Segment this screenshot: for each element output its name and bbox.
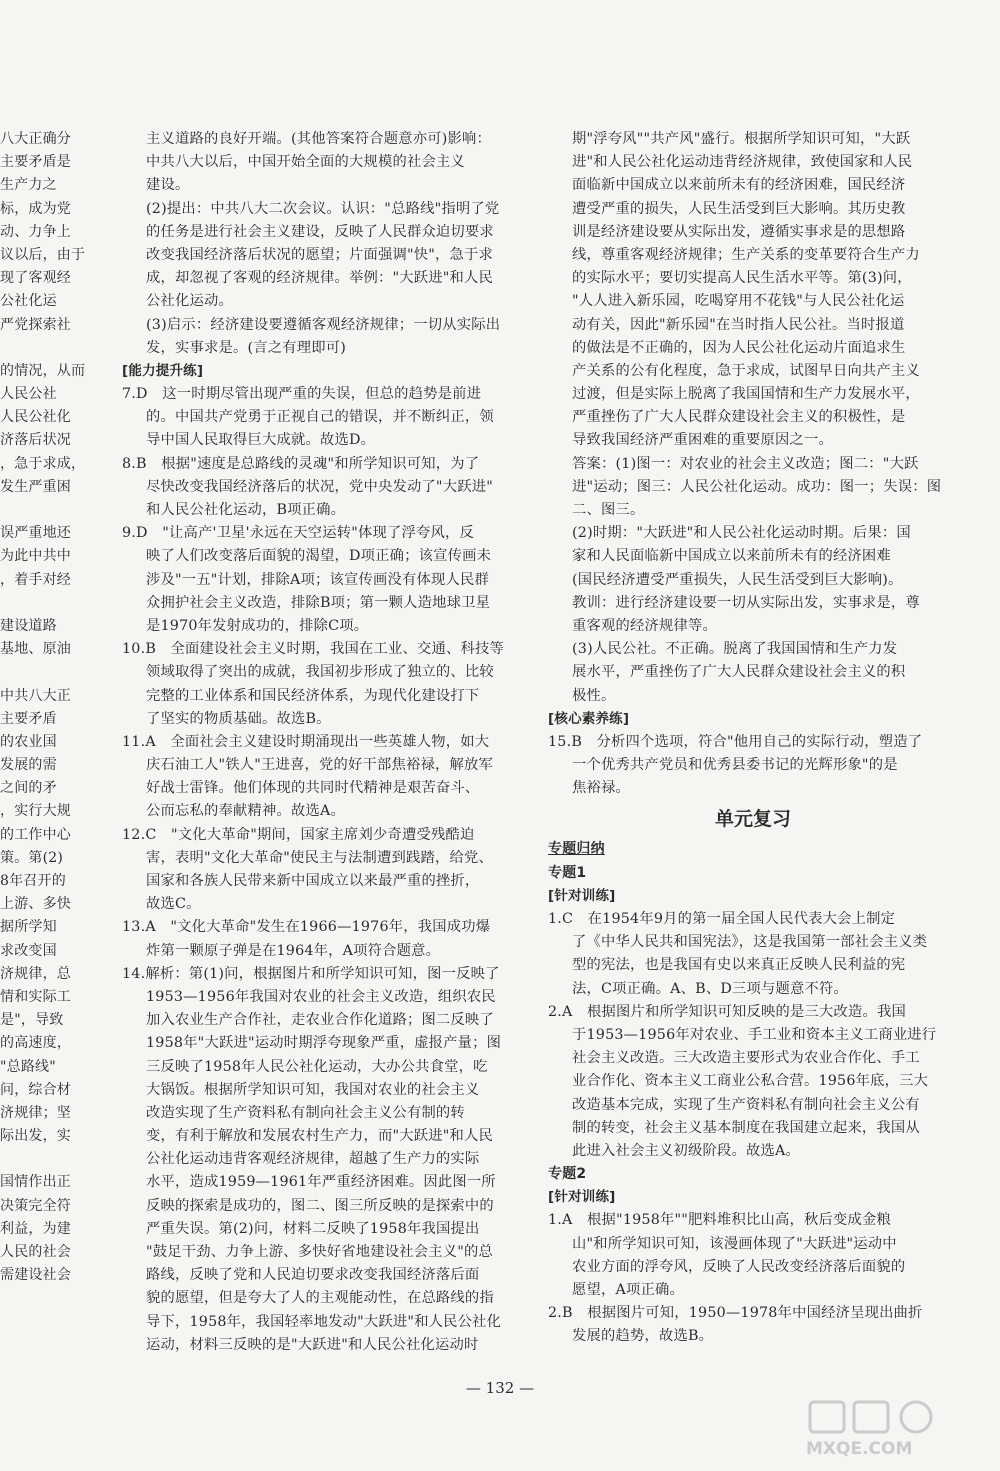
middle_column-line: 映了人们改变落后面貌的渴望，D项正确；该宣传画未 — [146, 548, 492, 565]
middle_column-line: 公而忘私的奉献精神。故选A。 — [146, 803, 345, 820]
middle_column-line: 貌的愿望，但是夸大了人的主观能动性，在总路线的指 — [146, 1290, 494, 1307]
right_column_top-line: 焦裕禄。 — [572, 780, 630, 797]
right_column_top-line: 面临新中国成立以来前所未有的经济困难，国民经济 — [572, 177, 906, 194]
middle_column-line: 国家和各族人民带来新中国成立以来最严重的挫折， — [146, 873, 480, 889]
middle_column-line: 尽快改变我国经济落后的状况，党中央发动了"大跃进" — [146, 478, 493, 495]
middle-column — [122, 128, 530, 1357]
middle_column-line: 和人民公社化运动，B项正确。 — [146, 502, 346, 518]
left_column_lines-line — [0, 337, 118, 360]
middle_column-line: 害，表明"文化大革命"使民主与法制遭到践踏，给党、 — [146, 849, 493, 866]
middle_column-line: 反映的探索是成功的，图二、图三所反映的是探索中的 — [146, 1197, 494, 1214]
right_column_bottom-line: 农业方面的浮夸风，反映了人民改变经济落后面貌的 — [572, 1258, 906, 1275]
middle_column-line: 炸第一颗原子弹是在1964年，A项符合题意。 — [146, 942, 441, 959]
left_column_lines-line: 生产力之 — [0, 177, 57, 194]
right_column_top-line: 动有关，因此"新乐园"在当时指人民公社。当时报道 — [572, 316, 905, 333]
middle_column-line: 11.A 全面社会主义建设时期涌现出一些英雄人物，如大 — [122, 733, 490, 750]
middle_column-line: 14.解析：第(1)问，根据图片和所学知识可知，图一反映了 — [122, 965, 500, 982]
right_column_top-line: 教训：进行经济建设要一切从实际出发，实事求是，尊 — [572, 594, 920, 611]
right-column-answers — [548, 128, 958, 800]
left_column_lines-line: 公社化运 — [0, 293, 57, 310]
watermark-logo — [798, 1398, 978, 1460]
middle_column-line: 涉及"一五"计划，排除A项；该宣传画没有体现人民群 — [146, 571, 490, 588]
left_column_lines-line: 中共八大正 — [0, 687, 71, 704]
middle_column-line: 主义道路的良好开端。(其他答案符合题意亦可)影响： — [146, 131, 491, 147]
right_column_top-line: 15.B 分析四个选项，符合"他用自己的实际行动，塑造了 — [548, 733, 923, 750]
left_column_lines-line: 发生严重困 — [0, 478, 71, 495]
right_column_top-line: 答案：(1)图一：对农业的社会主义改造；图二："大跃 — [572, 455, 919, 472]
middle_column-line: 加入农业生产合作社，走农业合作化道路；图二反映了 — [146, 1012, 494, 1029]
page-number: — 132 — — [465, 1379, 535, 1397]
right_column_bottom-line: [针对训练] — [548, 1189, 616, 1206]
right_column_bottom-line: 山"和所学知识可知，该漫画体现了"大跃进"运动中 — [572, 1235, 897, 1252]
middle_column-line: 改变我国经济落后状况的愿望；片面强调"快"，急于求 — [146, 246, 493, 263]
left_column_lines-line: 济规律；坚 — [0, 1104, 71, 1121]
right_column_bottom-line: 愿望，A项正确。 — [572, 1282, 685, 1298]
right_column_top-line: 的实际水平；要切实提高人民生活水平等。第(3)问， — [572, 270, 912, 287]
left_column_lines-line: 动、力争上 — [0, 223, 71, 240]
middle_column-line: 成，却忽视了客观的经济规律。举例："大跃进"和人民 — [146, 270, 493, 287]
middle_column-line: 发，实事求是。(言之有理即可) — [146, 339, 347, 356]
middle_column-line: 13.A "文化大革命"发生在1966—1976年，我国成功爆 — [122, 919, 491, 936]
middle_column-line: 9.D "让高产'卫星'永远在天空运转"体现了浮夸风，反 — [122, 525, 474, 542]
left_column_lines-line: 决策完全符 — [0, 1197, 71, 1214]
left_column_lines-line: "总路线" — [0, 1058, 56, 1075]
left_column_lines-line: 人民的社会 — [0, 1244, 71, 1260]
left_column_lines-line: 误严重地还 — [0, 525, 71, 542]
right_column_top-line: 产关系的公有化程度，急于求成，试图早日向共产主义 — [572, 362, 920, 379]
right_column_top-line: "人人进入新乐园，吃喝穿用不花钱"与人民公社化运 — [572, 293, 905, 310]
left_column_lines-line — [0, 661, 118, 684]
left_column_lines-line: 8年召开的 — [0, 873, 66, 889]
right_column_top-line: [核心素养练] — [548, 710, 630, 727]
left_column_lines-line: 济规律，总 — [0, 965, 71, 982]
middle_column-line: 12.C "文化大革命"期间，国家主席刘少奇遭受残酷迫 — [122, 826, 475, 843]
left_column_lines-line: 济落后状况 — [0, 432, 71, 449]
left_column_lines-line: 主要矛盾 — [0, 710, 57, 727]
left_column_lines-line: 发展的需 — [0, 757, 57, 774]
left_column_lines-line: 严党探索社 — [0, 316, 71, 333]
middle_column-line: 的任务是进行社会主义建设，反映了人民群众迫切要求 — [146, 223, 494, 240]
right_column_top-line: 一个优秀共产党员和优秀县委书记的光辉形象"的是 — [572, 757, 898, 774]
left_column_lines-line — [0, 1148, 118, 1171]
left_column_lines-line: 求改变国 — [0, 942, 57, 959]
left_column_lines-line: ，急于求成， — [0, 455, 86, 472]
left_column_lines-line: 人民公社 — [0, 386, 57, 403]
middle_column-line: 了坚实的物质基础。故选B。 — [146, 710, 331, 727]
left_column_lines-line: 问，综合材 — [0, 1081, 71, 1098]
right_column_top-line: (2)时期："大跃进"和人民公社化运动时期。后果：国 — [572, 525, 911, 542]
watermark-text: MXQE.COM — [806, 1439, 913, 1459]
left_column_lines-line: ，着手对经 — [0, 571, 71, 588]
right_column_top-line: 进"和人民公社化运动违背经济规律，致使国家和人民 — [572, 154, 913, 171]
left_column_lines-line: 人民公社化 — [0, 409, 71, 426]
right_column_top-line: 导致我国经济严重困难的重要原因之一。 — [572, 432, 833, 449]
middle_column-line: 完整的工业体系和国民经济体系，为现代化建设打下 — [146, 687, 480, 704]
right_column_top-line: 进"运动；图三：人民公社化运动。成功：图一；失误：图 — [572, 478, 942, 495]
middle_column-line: 三反映了1958年人民公社化运动，大办公共食堂，吃 — [146, 1058, 488, 1075]
right_column_top-line: 的做法是不正确的，因为人民公社化运动片面追求生 — [572, 339, 906, 356]
middle_column-line: 改造实现了生产资料私有制向社会主义公有制的转 — [146, 1104, 465, 1121]
left_column_lines-line: 是"，导致 — [0, 1012, 64, 1029]
left_column_lines-line: 上游、多快 — [0, 896, 71, 913]
right_column_top-line: 过渡，但是实际上脱离了我国国情和生产力发展水平， — [572, 386, 920, 403]
right_column_top-line: 训是经济建设要从实际出发，遵循实事求是的思想路 — [572, 223, 906, 240]
left_column_lines-line — [0, 499, 118, 522]
middle_column-line: (2)提出：中共八大二次会议。认识："总路线"指明了党 — [146, 200, 500, 217]
middle_column-line: 10.B 全面建设社会主义时期，我国在工业、交通、科技等 — [122, 641, 504, 658]
middle_column-line: 大锅饭。根据所学知识可知，我国对农业的社会主义 — [146, 1081, 480, 1098]
right_column_bottom-line: 社会主义改造。三大改造主要形式为农业合作化、手工 — [572, 1050, 920, 1067]
left_column_lines-line: 的高速度， — [0, 1035, 71, 1052]
right_column_bottom-line: 了《中华人民共和国宪法》，这是我国第一部社会主义类 — [572, 934, 928, 951]
middle_column-line: 运动，材料三反映的是"大跃进"和人民公社化运动时 — [146, 1336, 479, 1353]
unit-review-title: 单元复习 — [714, 808, 791, 831]
middle_column-line: 建设。 — [146, 177, 190, 194]
right_column_top-line: 严重挫伤了广大人民群众建设社会主义的积极性，是 — [572, 409, 906, 426]
middle_column-line: 公社化运动。 — [146, 293, 233, 310]
middle_column-line: 是1970年发射成功的，排除C项。 — [146, 617, 369, 634]
right_column_bottom-line: 专题2 — [548, 1166, 587, 1183]
left_column_lines-line: 国情作出正 — [0, 1174, 71, 1191]
middle_column-line: (3)启示：经济建设要遵循客观经济规律；一切从实际出 — [146, 316, 501, 333]
left_column_lines-line: 建设道路 — [0, 617, 57, 634]
middle_column-line: 的。中国共产党勇于正视自己的错误，并不断纠正，领 — [146, 409, 494, 426]
middle_column-line: [能力提升练] — [122, 362, 204, 379]
middle_column-line: 1958年"大跃进"运动时期浮夸现象严重，虚报产量；图 — [146, 1035, 502, 1052]
right_column_top-line: 遭受严重的损失，人民生活受到巨大影响。其历史教 — [572, 200, 906, 217]
right_column_bottom-line: 2.B 根据图片可知，1950—1978年中国经济呈现出曲折 — [548, 1305, 923, 1322]
left_column_lines-line: 的情况，从而 — [0, 362, 86, 379]
left_column_lines-line: 际出发，实 — [0, 1128, 71, 1145]
left_column_lines-line: ，实行大规 — [0, 803, 71, 820]
right_column_top-line: 极性。 — [572, 687, 616, 704]
left-column-fragment — [0, 128, 118, 1378]
right_column_bottom-line: 1.A 根据"1958年""肥料堆积比山高，秋后变成金粮 — [548, 1212, 892, 1229]
left_column_lines-line: 基地、原油 — [0, 641, 71, 658]
left_column_lines-line: 主要矛盾是 — [0, 154, 71, 171]
middle_column-line: 路线，反映了党和人民迫切要求改变我国经济落后面 — [146, 1267, 480, 1284]
right_column_bottom-line: 型的宪法，也是我国有史以来真正反映人民利益的宪 — [572, 957, 906, 974]
left_column_lines-line: 利益，为建 — [0, 1220, 71, 1237]
left_column_lines-line: 标，成为党 — [0, 200, 71, 217]
right_column_bottom-line: 业合作化、资本主义工商业公私合营。1956年底，三大 — [572, 1073, 929, 1090]
right_column_bottom-line: 制的转变，社会主义基本制度在我国建立起来，我国从 — [572, 1119, 920, 1136]
left_column_lines-line: 议以后，由于 — [0, 246, 86, 263]
right-column — [548, 128, 958, 1349]
right_column_top-line: (3)人民公社。不正确。脱离了我国国情和生产力发 — [572, 641, 898, 658]
middle_column-line: 故选C。 — [146, 896, 201, 913]
right_column_bottom-line: 2.A 根据图片和所学知识可知反映的是三大改造。我国 — [548, 1003, 906, 1020]
right_column_top-line: 展水平，严重挫伤了广大人民群众建设社会主义的积 — [572, 664, 906, 681]
middle_column-line: 导下，1958年，我国轻率地发动"大跃进"和人民公社化 — [146, 1313, 502, 1330]
left_column_lines-line: 的工作中心 — [0, 826, 71, 843]
middle_column-line: 庆石油工人"铁人"王进喜，党的好干部焦裕禄，解放军 — [146, 757, 493, 774]
left_column_lines-line: 为此中共中 — [0, 548, 71, 565]
middle_column-line: 水平，造成1959—1961年严重经济困难。因此图一所 — [146, 1174, 496, 1191]
middle_column-line: 8.B 根据"速度是总路线的灵魂"和所学知识可知，为了 — [122, 455, 480, 472]
right_column_top-line: (国民经济遭受严重损失，人民生活受到巨大影响)。 — [572, 571, 903, 588]
middle_column-line: 导中国人民取得巨大成就。故选D。 — [146, 432, 376, 449]
middle_column-line: 1953—1956年我国对农业的社会主义改造，组织农民 — [146, 988, 496, 1005]
middle_column-line: 7.D 这一时期尽管出现严重的失误，但总的趋势是前进 — [122, 386, 482, 403]
right_column_bottom-line: 此进入社会主义初级阶段。故选A。 — [572, 1142, 800, 1159]
left_column_lines-line: 的农业国 — [0, 733, 57, 750]
middle_column-line: "鼓足干劲、力争上游、多快好省地建设社会主义"的总 — [146, 1244, 493, 1260]
right_column_top-line: 线，尊重客观经济规律；生产关系的变革要符合生产力 — [572, 246, 920, 263]
right_column_top-line: 期"浮夸风""共产风"盛行。根据所学知识可知，"大跃 — [572, 131, 911, 147]
right_column_top-line: 二、图三。 — [572, 502, 645, 518]
unit-review-section — [548, 838, 958, 1348]
left_column_lines-line: 需建设社会 — [0, 1267, 71, 1284]
right_column_bottom-line: 改造基本完成，实现了生产资料私有制向社会主义公有 — [572, 1096, 920, 1113]
right_column_bottom-line: [针对训练] — [548, 887, 616, 904]
left_column_lines-line: 情和实际工 — [0, 988, 71, 1005]
middle_column-line: 领域取得了突出的成就，我国初步形成了独立的、比较 — [146, 664, 494, 681]
left_column_lines-line: 之间的矛 — [0, 780, 57, 797]
right_column_bottom-line: 法，C项正确。A、B、D三项与题意不符。 — [572, 980, 848, 997]
right_column_bottom-line: 专题1 — [548, 864, 587, 881]
right_column_bottom-line: 于1953—1956年对农业、手工业和资本主义工商业进行 — [572, 1026, 937, 1043]
left_column_lines-line — [0, 592, 118, 615]
right_column_bottom-line: 专题归纳 — [548, 841, 605, 858]
left_column_lines-line: 策。第(2) — [0, 849, 64, 866]
right_column_bottom-line: 发展的趋势，故选B。 — [572, 1328, 714, 1345]
left_column_lines-line: 八大正确分 — [0, 131, 71, 147]
middle_column-line: 公社化运动违背客观经济规律，超越了生产力的实际 — [146, 1151, 480, 1168]
middle_column-line: 严重失误。第(2)问，材料二反映了1958年我国提出 — [146, 1220, 480, 1237]
left_column_lines-line: 现了客观经 — [0, 270, 71, 287]
right_column_bottom-line: 1.C 在1954年9月的第一届全国人民代表大会上制定 — [548, 911, 896, 927]
middle_column-line: 众拥护社会主义改造，排除B项；第一颗人造地球卫星 — [146, 594, 491, 611]
right_column_top-line: 家和人民面临新中国成立以来前所未有的经济困难 — [572, 548, 891, 565]
middle_column-line: 变，有利于解放和发展农村生产力，而"大跃进"和人民 — [146, 1128, 493, 1145]
middle_column-line: 中共八大以后，中国开始全面的大规模的社会主义 — [146, 154, 465, 171]
middle_column-line: 好战士雷锋。他们体现的共同时代精神是艰苦奋斗、 — [146, 780, 480, 797]
left_column_lines-line: 据所学知 — [0, 919, 57, 936]
right_column_top-line: 重客观的经济规律等。 — [572, 617, 717, 634]
